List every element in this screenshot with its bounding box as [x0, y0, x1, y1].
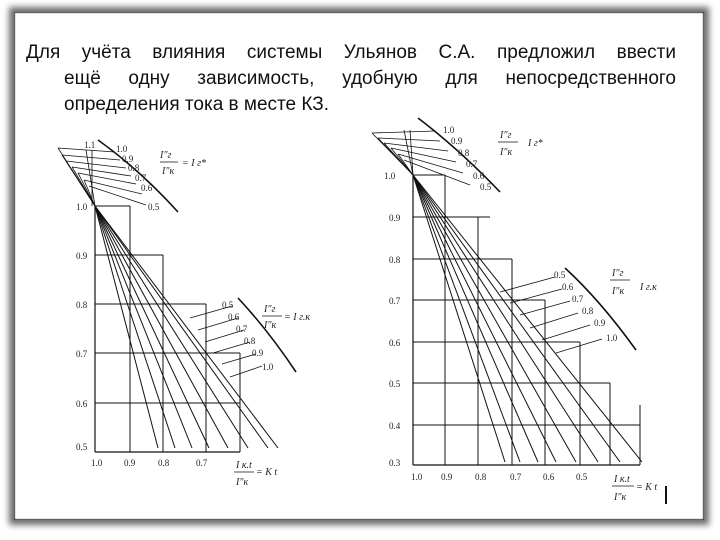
right-y-ticks	[384, 171, 401, 468]
left-nomogram	[58, 140, 296, 452]
curve-label: 0.8	[458, 148, 470, 158]
curve-label: 0.9	[122, 154, 134, 164]
heading-line-1: Для учёта влияния системы Ульянов С.А. предложил ввести	[26, 42, 676, 63]
left-y-tick: 0.7	[76, 349, 88, 359]
right-y-tick: 0.4	[389, 421, 401, 431]
left-x-ticks	[91, 458, 208, 468]
formula-result: = I г*	[182, 158, 206, 169]
curve-label: 1.1	[84, 140, 96, 150]
formula-denominator: I″к	[162, 166, 175, 177]
curve-label: 0.5	[554, 270, 566, 280]
right-y-tick: 0.7	[389, 296, 401, 306]
curve-label: 0.7	[135, 173, 147, 183]
formula-numerator: I″г	[264, 304, 276, 315]
curve-label: 0.7	[466, 159, 478, 169]
left-y-tick: 0.6	[76, 399, 88, 409]
curve-label: 0.9	[594, 318, 606, 328]
curve-label: 0.9	[451, 136, 463, 146]
formula-denominator: I″к	[264, 320, 277, 331]
formula-denominator: I″к	[500, 147, 513, 158]
heading-line-3: определения тока в месте КЗ.	[64, 94, 329, 115]
curve-label: 1.0	[443, 125, 455, 135]
curve-label: 0.6	[473, 171, 485, 181]
curve-label: 1.0	[606, 333, 618, 343]
right-grid	[413, 175, 640, 465]
curve-label: 0.7	[236, 324, 248, 334]
right-y-tick: 0.3	[389, 458, 401, 468]
right-main-fan	[413, 175, 642, 462]
formula-denominator: I″к	[612, 286, 625, 297]
right-axis-formula	[612, 474, 657, 503]
heading-line-2: ещё одну зависимость, удобную для непосредственного	[64, 68, 676, 89]
left-y-tick: 1.0	[76, 202, 88, 212]
formula-numerator: I к.t	[236, 460, 252, 471]
curve-label: 1.0	[262, 362, 274, 372]
right-x-tick: 0.9	[441, 472, 453, 482]
right-x-tick: 1.0	[411, 472, 423, 482]
curve-label: 0.8	[128, 163, 140, 173]
curve-label: 0.8	[582, 306, 594, 316]
left-x-tick: 0.9	[124, 458, 136, 468]
formula-numerator: I″г	[612, 268, 624, 279]
right-x-tick: 0.5	[576, 472, 588, 482]
curve-label: 0.6	[141, 183, 153, 193]
right-y-tick: 1.0	[384, 171, 396, 181]
curve-label: 0.7	[572, 294, 584, 304]
left-y-tick: 0.5	[76, 442, 88, 452]
right-x-ticks	[411, 472, 588, 482]
left-top-formula	[159, 150, 206, 177]
left-axis-formula	[234, 460, 277, 488]
left-x-tick: 1.0	[91, 458, 103, 468]
left-mid-formula	[262, 304, 310, 331]
formula-result: I г*	[528, 138, 543, 149]
right-y-tick: 0.9	[389, 213, 401, 223]
formula-numerator: I″г	[500, 130, 512, 141]
left-main-fan	[95, 206, 278, 448]
right-mid-formula	[610, 268, 657, 297]
right-top-formula	[498, 130, 543, 158]
right-y-tick: 0.5	[389, 379, 401, 389]
curve-label: 0.5	[222, 300, 234, 310]
right-y-tick: 0.6	[389, 338, 401, 348]
curve-label: 0.6	[562, 282, 574, 292]
left-x-tick: 0.8	[158, 458, 170, 468]
left-y-tick: 0.9	[76, 251, 88, 261]
curve-label: 0.6	[228, 312, 240, 322]
right-mid-curve-labels	[554, 270, 618, 343]
right-x-tick: 0.6	[543, 472, 555, 482]
formula-result: = I г.к	[284, 312, 311, 323]
formula-result: = K t	[256, 467, 278, 478]
formula-result: I г.к	[640, 282, 657, 293]
right-x-tick: 0.8	[475, 472, 487, 482]
formula-numerator: I″г	[160, 150, 172, 161]
formula-denominator: I″к	[614, 492, 627, 503]
curve-label: 0.9	[252, 348, 264, 358]
curve-label: 0.8	[244, 336, 256, 346]
formula-denominator: I″к	[236, 477, 249, 488]
left-x-tick: 0.7	[196, 458, 208, 468]
curve-label: 1.0	[116, 144, 128, 154]
right-top-curve-labels	[443, 125, 492, 192]
margin-mark	[665, 486, 667, 504]
curve-label: 0.5	[480, 182, 492, 192]
right-nomogram	[372, 118, 642, 465]
left-y-ticks	[76, 202, 88, 452]
formula-numerator: I к.t	[614, 474, 630, 485]
formula-result: = K t	[636, 482, 658, 493]
right-y-tick: 0.8	[389, 255, 401, 265]
left-grid	[95, 206, 240, 452]
right-x-tick: 0.7	[510, 472, 522, 482]
left-y-tick: 0.8	[76, 300, 88, 310]
curve-label: 0.5	[148, 202, 160, 212]
